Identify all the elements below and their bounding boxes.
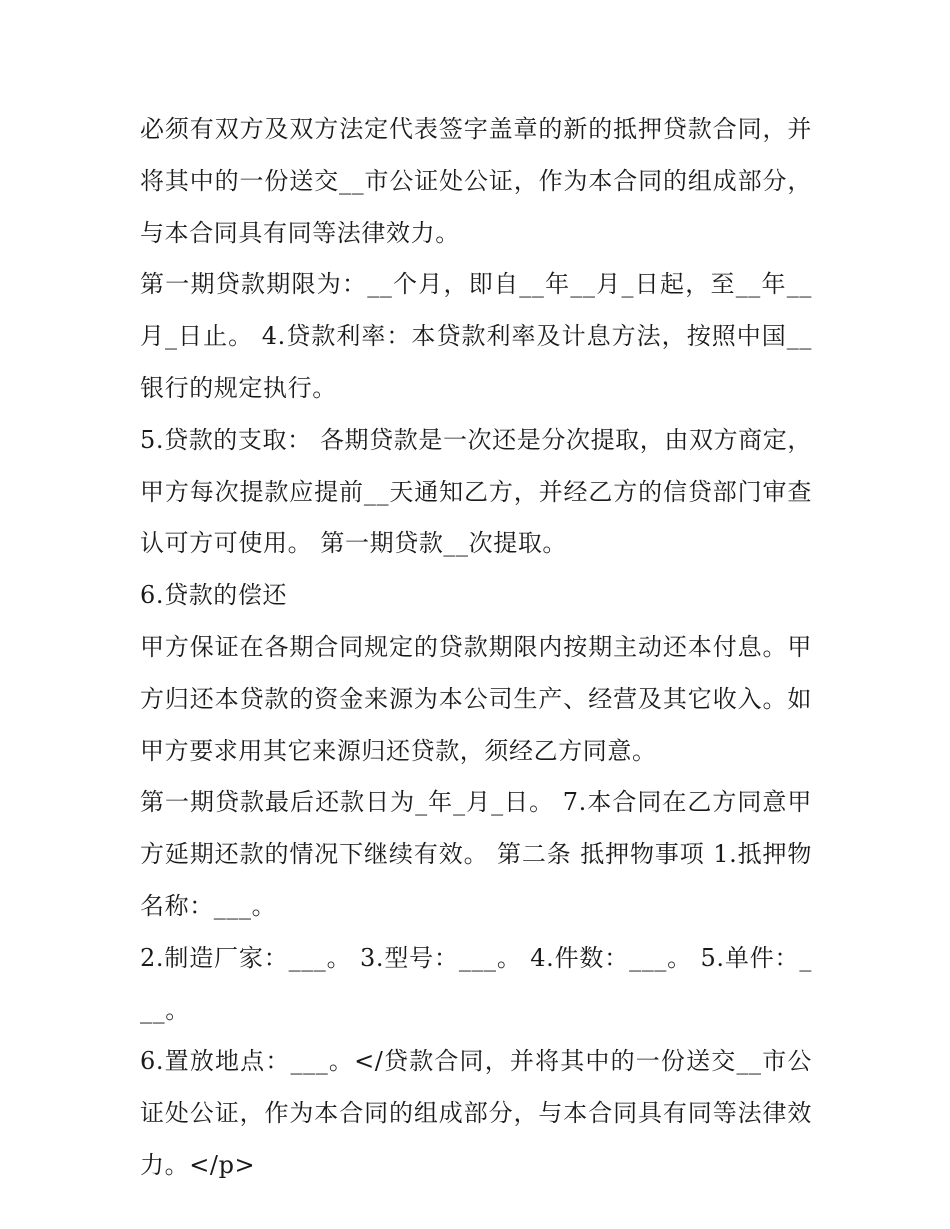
paragraph-notarization: 必须有双方及双方法定代表签字盖章的新的抵押贷款合同，并将其中的一份送交__市公证处公证，作为本合同的组成部分，与本合同具有同等法律效力。 — [140, 115, 812, 247]
paragraph-loan-withdrawal: 5.贷款的支取： 各期贷款是一次还是分次提取，由双方商定，甲方每次提款应提前__天通知乙方，并经乙方的信贷部门审查认可方可使用。 第一期贷款__次提取。 — [140, 425, 812, 558]
paragraph-collateral-location: 6.置放地点：___。</贷款合同，并将其中的一份送交__市公证处公证，作为本合同的组成部分，与本合同具有同等法律效力。</p> — [140, 1047, 812, 1179]
paragraph-repayment-terms: 甲方保证在各期合同规定的贷款期限内按期主动还本付息。甲方归还本贷款的资金来源为本公司生产、经营及其它收入。如甲方要求用其它来源归还贷款，须经乙方同意。 — [140, 632, 812, 765]
paragraph-collateral-details: 2.制造厂家：___。 3.型号：___。 4.件数：___。 5.单件：___。 — [140, 943, 812, 1024]
document-body — [140, 104, 812, 1192]
paragraph-repayment-heading: 6.贷款的偿还 — [140, 581, 288, 610]
paragraph-loan-term-interest: 第一期贷款期限为：__个月，即自__年__月_日起，至__年__月_日止。 4.贷款利率：本贷款利率及计息方法，按照中国__银行的规定执行。 — [140, 270, 812, 402]
paragraph-final-repayment-collateral: 第一期贷款最后还款日为_年_月_日。 7.本合同在乙方同意甲方延期还款的情况下继续有效。 第二条 抵押物事项 1.抵押物名称：___。 — [140, 788, 812, 920]
